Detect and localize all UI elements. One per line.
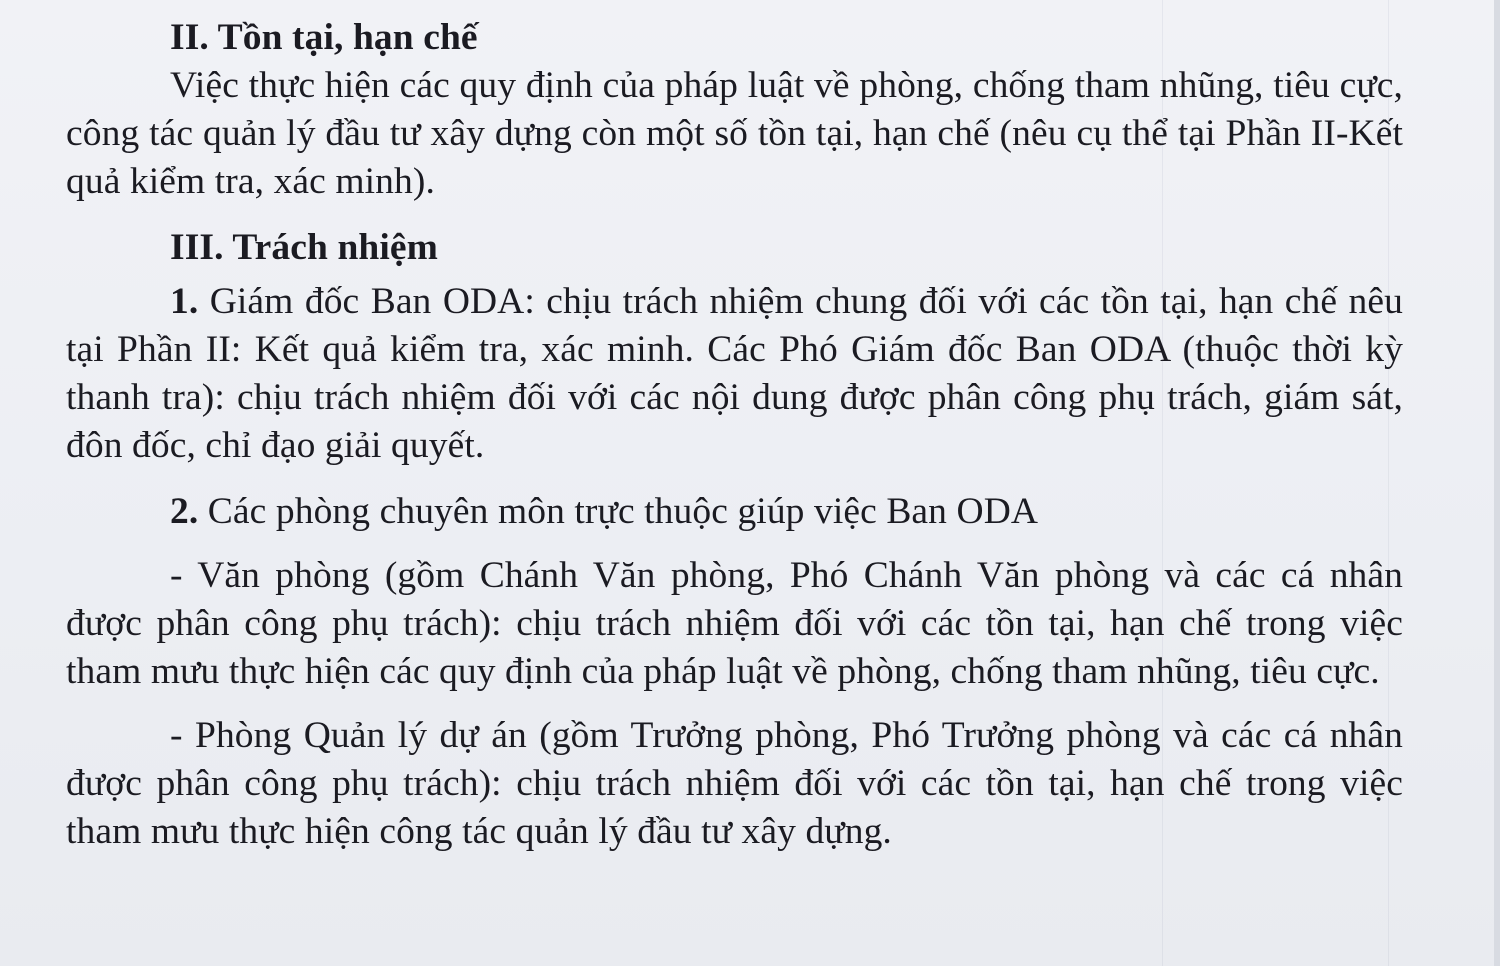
document-body — [66, 14, 1403, 856]
section-heading-trach-nhiem: III. Trách nhiệm — [170, 227, 438, 268]
item-1-number: 1. — [170, 281, 199, 322]
paragraph-phong-quan-ly: - Phòng Quản lý dự án (gồm Trưởng phòng, Phó Trưởng phòng và các cá nhân được phân công phụ trách): chịu trách nhiệm đối với các tồn tại, hạn chế trong việc tham mưu thực hiện công tác quản lý đầu tư xây dựng. — [66, 715, 1403, 852]
item-1-text: Giám đốc Ban ODA: chịu trách nhiệm chung đối với các tồn tại, hạn chế nêu tại Phần II: Kết quả kiểm tra, xác minh. Các Phó Giám đốc Ban ODA (thuộc thời kỳ thanh tra): chịu trách nhiệm đối với các nội dung được phân công phụ trách, giám sát, đôn đốc, chỉ đạo giải quyết. — [66, 281, 1403, 466]
section-heading-ton-tai: II. Tồn tại, hạn chế — [170, 17, 478, 58]
paragraph-ton-tai: Việc thực hiện các quy định của pháp luật về phòng, chống tham nhũng, tiêu cực, công tác quản lý đầu tư xây dựng còn một số tồn tại, hạn chế (nêu cụ thể tại Phần II-Kết quả kiểm tra, xác minh). — [66, 65, 1403, 202]
paragraph-item-1 — [66, 278, 1403, 470]
paragraph-item-2 — [66, 488, 1403, 536]
item-2-number: 2. — [170, 491, 199, 532]
paragraph-van-phong: - Văn phòng (gồm Chánh Văn phòng, Phó Chánh Văn phòng và các cá nhân được phân công phụ trách): chịu trách nhiệm đối với các tồn tại, hạn chế trong việc tham mưu thực hiện các quy định của pháp luật về phòng, chống tham nhũng, tiêu cực. — [66, 555, 1403, 692]
item-2-text: Các phòng chuyên môn trực thuộc giúp việc Ban ODA — [198, 491, 1039, 532]
page-edge — [1494, 0, 1500, 966]
